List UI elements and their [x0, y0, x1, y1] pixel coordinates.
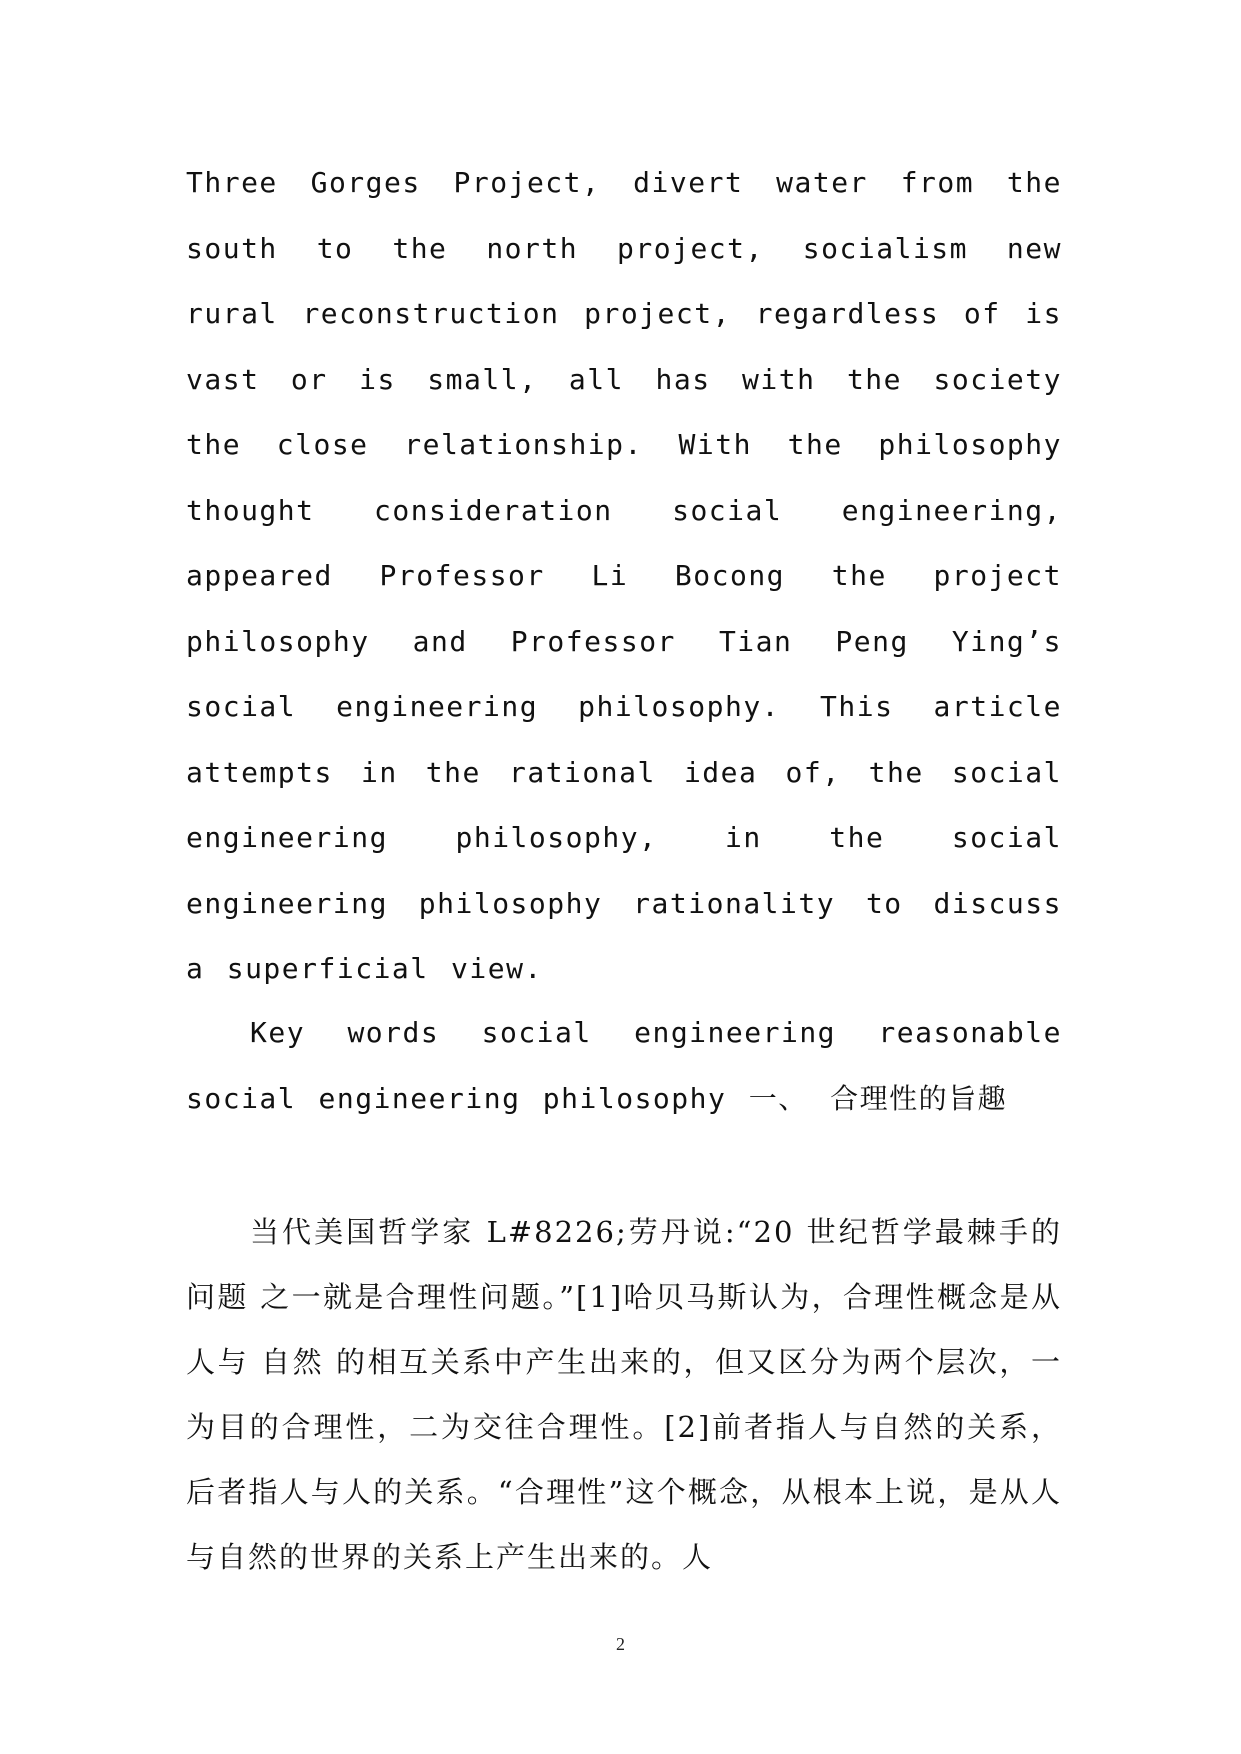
keywords-paragraph: Key words social engineering reasonable social engineering philosophy 一、 合理性的旨趣	[186, 1016, 1062, 1115]
page-number: 2	[616, 1634, 625, 1654]
body-paragraph: 当代美国哲学家 L#8226;劳丹说:“20 世纪哲学最棘手的 问题 之一就是合理性问题。”[1]哈贝马斯认为，合理性概念是从人与 自然 的相互关系中产生出来的，但又区分为两个层次，一为目的合理性，二为交往合理性。[2]前者指人与自然的关系，后者指人与人的关系。“合理性”这个概念，从根本上说，是从人与自然的世界的关系上产生出来的。人	[186, 1215, 1062, 1574]
abstract-paragraph: Three Gorges Project, divert water from the south to the north project, socialism new rural reconstruction project, regardless of is vast or is small, all has with the society the close relationship. With the philosophy thought consideration social engineering, appeared Professor Li Bocong the project philosophy and Professor Tian Peng Ying’s social engineering philosophy. This article attempts in the rational idea of, the social engineering philosophy, in the social engineering philosophy rationality to discuss a superficial view.	[186, 166, 1062, 985]
